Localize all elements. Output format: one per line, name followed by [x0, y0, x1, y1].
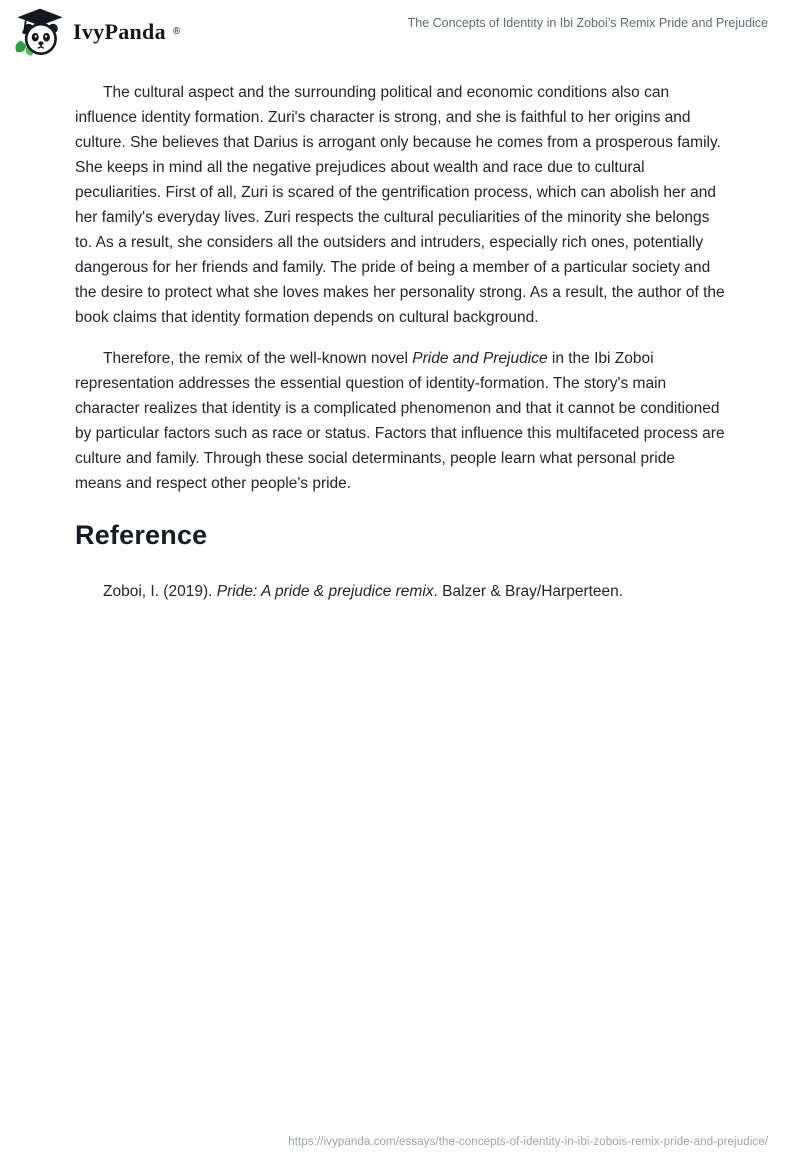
text-segment: in the Ibi Zoboi representation addresses the essential question of identity-formation. The story's main character realizes that identity is a complicated phenomenon and that it cannot be conditioned by particular factors such as race or status. Factors that influence this multifaceted process are culture and family. Through these social determinants, people learn what personal pride means and respect other people's pride.: [75, 350, 725, 492]
citation-author-year: Zoboi, I. (2019).: [103, 583, 217, 600]
brand-logo-link[interactable]: [14, 6, 180, 58]
page-header: [0, 0, 800, 62]
source-url: https://ivypanda.com/essays/the-concepts-of-identity-in-ibi-zobois-remix-pride-and-prejudice/: [288, 1136, 768, 1148]
book-title-italic: Pride and Prejudice: [412, 350, 548, 367]
reference-heading: Reference: [75, 520, 208, 550]
document-title: The Concepts of Identity in Ibi Zoboi’s Remix Pride and Prejudice: [407, 16, 768, 30]
brand-name: IvyPanda: [73, 19, 166, 44]
registered-trademark: ®: [172, 26, 181, 37]
citation-book-title-italic: Pride: A pride & prejudice remix: [216, 583, 434, 600]
citation-publisher: . Balzer & Bray/Harperteen.: [433, 583, 624, 600]
essay-content: [0, 62, 800, 604]
page-footer: [0, 1136, 800, 1160]
reference-citation: [75, 579, 725, 604]
essay-paragraph-2: [75, 346, 725, 496]
essay-paragraph-1: The cultural aspect and the surrounding political and economic conditions also can influence identity formation. Zuri's character is strong, and she is faithful to her origins and culture. She believes that Darius is arrogant only because he comes from a prosperous family. She keeps in mind all the negative prejudices about wealth and race due to cultural peculiarities. First of all, Zuri is scared of the gentrification process, which can abolish her and her family's everyday lives. Zuri respects the cultural peculiarities of the minority she belongs to. As a result, she considers all the outsiders and intruders, especially rich ones, potentially dangerous for her friends and family. The pride of being a member of a particular society and the desire to protect what she loves makes her personality strong. As a result, the author of the book claims that identity formation depends on cultural background.: [75, 84, 725, 326]
text-segment: Therefore, the remix of the well-known novel: [103, 350, 413, 367]
ivypanda-panda-logo-icon: [14, 6, 66, 58]
